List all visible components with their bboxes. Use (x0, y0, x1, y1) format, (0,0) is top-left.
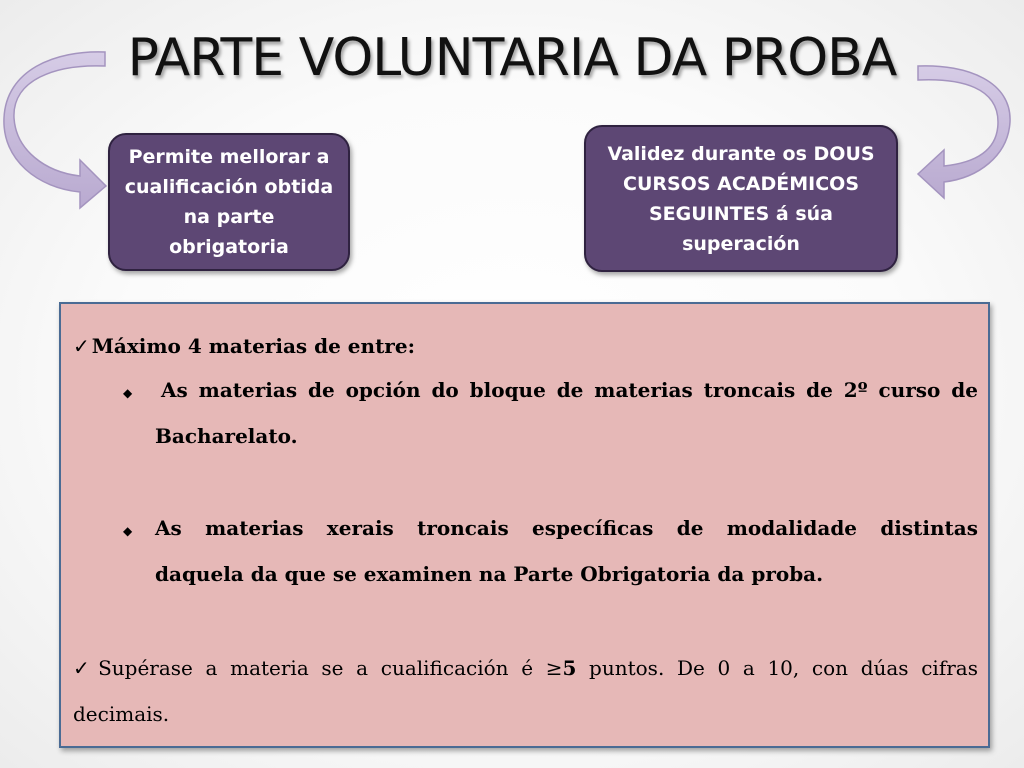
item2-line2: daquela da que se examinen na Parte Obrigatoria da proba. (155, 562, 824, 586)
right-info-box (584, 125, 898, 272)
note-line2: decimais. (73, 702, 170, 726)
check-icon: ✓ (73, 334, 90, 358)
content-panel (59, 302, 990, 748)
right-box-line: Validez durante os DOUS (607, 142, 875, 165)
note-line1 (73, 656, 978, 680)
left-box-line: na parte (183, 206, 275, 228)
check-icon: ✓ (73, 656, 97, 680)
intro-line (73, 334, 978, 358)
left-box-line: Permite mellorar a (128, 146, 330, 168)
item2-line1: As materias xerais troncais específicas de modalidade distintas (155, 516, 978, 540)
left-box-line: cualificación obtida (124, 176, 334, 198)
page-title: PARTE VOLUNTARIA DA PROBA (127, 28, 897, 88)
intro-text: Máximo 4 materias de entre: (91, 334, 415, 358)
note-post: puntos. De 0 a 10, con dúas cifras (576, 656, 978, 680)
right-box-line: CURSOS ACADÉMICOS (623, 172, 859, 195)
note-value: 5 (562, 656, 577, 680)
item1-line1: As materias de opción do bloque de materias troncais de 2º curso de (161, 378, 978, 402)
left-info-box (108, 133, 350, 271)
diamond-bullet-icon: ◆ (123, 386, 133, 400)
right-box-line: SEGUINTES á súa (649, 202, 833, 225)
diamond-bullet-icon: ◆ (123, 524, 133, 538)
left-box-line: obrigatoria (169, 236, 289, 258)
right-box-line: superación (682, 232, 800, 255)
item1-line2: Bacharelato. (155, 424, 298, 448)
note-pre: Supérase a materia se a cualificación é ≥ (98, 656, 563, 680)
